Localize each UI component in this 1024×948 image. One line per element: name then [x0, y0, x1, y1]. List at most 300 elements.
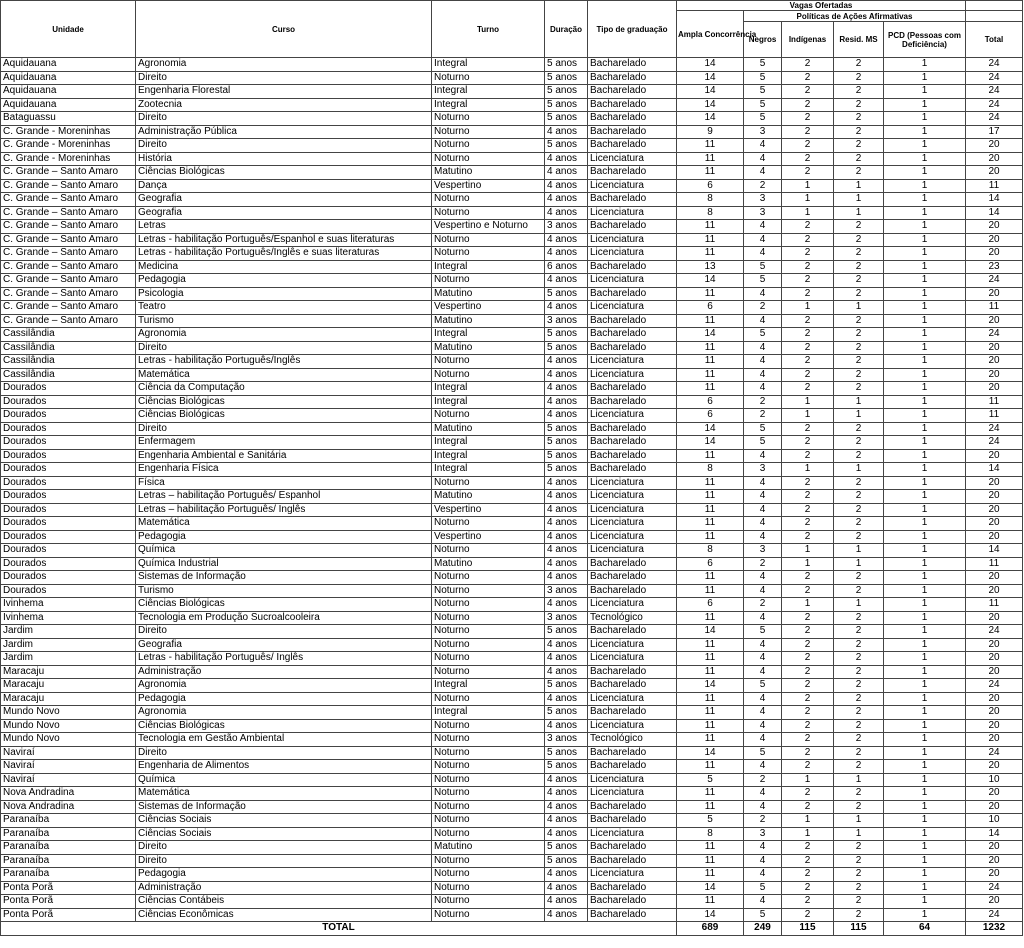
- table-row: [1, 449, 1023, 463]
- cell-total: 14: [966, 463, 1023, 477]
- cell-ampla: 8: [677, 206, 744, 220]
- cell-pcd: 1: [884, 193, 966, 207]
- cell-tipo: Bacharelado: [588, 814, 677, 828]
- cell-negros: 5: [744, 112, 782, 126]
- cell-resid-ms: 1: [834, 827, 884, 841]
- cell-indigenas: 2: [782, 422, 834, 436]
- cell-pcd: 1: [884, 638, 966, 652]
- cell-duracao: 6 anos: [545, 260, 588, 274]
- cell-resid-ms: 2: [834, 868, 884, 882]
- cell-duracao: 4 anos: [545, 665, 588, 679]
- cell-unidade: Dourados: [1, 422, 136, 436]
- cell-resid-ms: 2: [834, 233, 884, 247]
- cell-indigenas: 2: [782, 98, 834, 112]
- cell-negros: 5: [744, 71, 782, 85]
- cell-duracao: 4 anos: [545, 193, 588, 207]
- cell-turno: Integral: [432, 382, 545, 396]
- cell-pcd: 1: [884, 139, 966, 153]
- cell-duracao: 4 anos: [545, 908, 588, 922]
- cell-resid-ms: 2: [834, 908, 884, 922]
- cell-ampla: 11: [677, 611, 744, 625]
- cell-pcd: 1: [884, 692, 966, 706]
- cell-curso: Matemática: [136, 368, 432, 382]
- cell-turno: Noturno: [432, 827, 545, 841]
- cell-pcd: 1: [884, 341, 966, 355]
- cell-ampla: 14: [677, 746, 744, 760]
- cell-pcd: 1: [884, 760, 966, 774]
- cell-indigenas: 1: [782, 827, 834, 841]
- cell-total: 20: [966, 719, 1023, 733]
- cell-curso: Letras - habilitação Português/Espanhol e suas literaturas: [136, 233, 432, 247]
- cell-turno: Vespertino: [432, 503, 545, 517]
- header-tipo: Tipo de graduação: [588, 1, 677, 58]
- cell-negros: 5: [744, 328, 782, 342]
- table-row: [1, 382, 1023, 396]
- cell-turno: Noturno: [432, 193, 545, 207]
- cell-tipo: Licenciatura: [588, 827, 677, 841]
- cell-turno: Noturno: [432, 692, 545, 706]
- table-row: [1, 125, 1023, 139]
- cell-indigenas: 2: [782, 800, 834, 814]
- cell-total: 24: [966, 679, 1023, 693]
- cell-duracao: 5 anos: [545, 436, 588, 450]
- cell-indigenas: 1: [782, 598, 834, 612]
- cell-turno: Vespertino: [432, 301, 545, 315]
- cell-indigenas: 2: [782, 908, 834, 922]
- cell-indigenas: 2: [782, 260, 834, 274]
- cell-negros: 2: [744, 179, 782, 193]
- cell-negros: 4: [744, 787, 782, 801]
- cell-indigenas: 2: [782, 868, 834, 882]
- cell-resid-ms: 2: [834, 517, 884, 531]
- cell-resid-ms: 2: [834, 679, 884, 693]
- cell-indigenas: 2: [782, 490, 834, 504]
- table-row: [1, 827, 1023, 841]
- cell-curso: Administração Pública: [136, 125, 432, 139]
- cell-pcd: 1: [884, 422, 966, 436]
- cell-duracao: 4 anos: [545, 827, 588, 841]
- cell-unidade: Dourados: [1, 436, 136, 450]
- cell-tipo: Licenciatura: [588, 152, 677, 166]
- cell-duracao: 4 anos: [545, 274, 588, 288]
- cell-pcd: 1: [884, 355, 966, 369]
- cell-duracao: 4 anos: [545, 719, 588, 733]
- cell-indigenas: 2: [782, 652, 834, 666]
- cell-tipo: Bacharelado: [588, 449, 677, 463]
- table-row: [1, 179, 1023, 193]
- cell-turno: Matutino: [432, 341, 545, 355]
- cell-indigenas: 2: [782, 152, 834, 166]
- cell-negros: 4: [744, 166, 782, 180]
- cell-total: 14: [966, 193, 1023, 207]
- cell-pcd: 1: [884, 719, 966, 733]
- cell-pcd: 1: [884, 544, 966, 558]
- cell-pcd: 1: [884, 233, 966, 247]
- cell-duracao: 4 anos: [545, 773, 588, 787]
- table-body: [1, 58, 1023, 922]
- cell-indigenas: 2: [782, 247, 834, 261]
- cell-unidade: Dourados: [1, 490, 136, 504]
- cell-tipo: Licenciatura: [588, 301, 677, 315]
- cell-duracao: 4 anos: [545, 814, 588, 828]
- cell-total: 20: [966, 233, 1023, 247]
- cell-turno: Matutino: [432, 314, 545, 328]
- cell-total: 24: [966, 436, 1023, 450]
- cell-unidade: Naviraí: [1, 760, 136, 774]
- cell-tipo: Bacharelado: [588, 706, 677, 720]
- cell-curso: Direito: [136, 112, 432, 126]
- cell-negros: 4: [744, 517, 782, 531]
- cell-unidade: Ponta Porã: [1, 895, 136, 909]
- cell-ampla: 11: [677, 503, 744, 517]
- cell-curso: Turismo: [136, 314, 432, 328]
- cell-resid-ms: 2: [834, 341, 884, 355]
- table-row: [1, 152, 1023, 166]
- cell-resid-ms: 2: [834, 760, 884, 774]
- cell-resid-ms: 2: [834, 139, 884, 153]
- cell-ampla: 11: [677, 787, 744, 801]
- table-row: [1, 233, 1023, 247]
- cell-resid-ms: 2: [834, 314, 884, 328]
- cell-curso: Agronomia: [136, 679, 432, 693]
- cell-unidade: C. Grande – Santo Amaro: [1, 233, 136, 247]
- cell-tipo: Licenciatura: [588, 638, 677, 652]
- cell-negros: 4: [744, 571, 782, 585]
- cell-pcd: 1: [884, 611, 966, 625]
- cell-resid-ms: 2: [834, 706, 884, 720]
- cell-ampla: 11: [677, 341, 744, 355]
- cell-duracao: 5 anos: [545, 746, 588, 760]
- cell-pcd: 1: [884, 206, 966, 220]
- cell-turno: Noturno: [432, 571, 545, 585]
- cell-ampla: 5: [677, 814, 744, 828]
- cell-duracao: 5 anos: [545, 841, 588, 855]
- cell-curso: Letras - habilitação Português/ Inglês: [136, 652, 432, 666]
- table-row: [1, 355, 1023, 369]
- cell-total: 20: [966, 476, 1023, 490]
- cell-indigenas: 2: [782, 733, 834, 747]
- cell-resid-ms: 2: [834, 436, 884, 450]
- cell-pcd: 1: [884, 868, 966, 882]
- cell-ampla: 11: [677, 652, 744, 666]
- cell-indigenas: 2: [782, 125, 834, 139]
- table-row: [1, 544, 1023, 558]
- table-row: [1, 112, 1023, 126]
- cell-resid-ms: 1: [834, 598, 884, 612]
- cell-pcd: 1: [884, 220, 966, 234]
- cell-pcd: 1: [884, 382, 966, 396]
- cell-duracao: 4 anos: [545, 301, 588, 315]
- cell-ampla: 6: [677, 598, 744, 612]
- cell-curso: Engenharia Florestal: [136, 85, 432, 99]
- cell-tipo: Tecnológico: [588, 611, 677, 625]
- header-politicas: Políticas de Ações Afirmativas: [744, 11, 966, 22]
- cell-curso: Química: [136, 544, 432, 558]
- cell-indigenas: 2: [782, 584, 834, 598]
- cell-curso: Psicologia: [136, 287, 432, 301]
- cell-indigenas: 2: [782, 71, 834, 85]
- cell-curso: Direito: [136, 841, 432, 855]
- header-unidade: Unidade: [1, 1, 136, 58]
- cell-unidade: Jardim: [1, 625, 136, 639]
- cell-indigenas: 2: [782, 625, 834, 639]
- cell-turno: Noturno: [432, 355, 545, 369]
- header-blank-2: [966, 11, 1023, 22]
- cell-turno: Noturno: [432, 800, 545, 814]
- cell-negros: 4: [744, 490, 782, 504]
- table-row: [1, 85, 1023, 99]
- cell-total: 11: [966, 557, 1023, 571]
- total-negros: 249: [744, 922, 782, 936]
- cell-unidade: Dourados: [1, 395, 136, 409]
- cell-negros: 4: [744, 341, 782, 355]
- cell-total: 20: [966, 287, 1023, 301]
- cell-indigenas: 2: [782, 314, 834, 328]
- table-row: [1, 368, 1023, 382]
- cell-unidade: C. Grande – Santo Amaro: [1, 260, 136, 274]
- cell-pcd: 1: [884, 328, 966, 342]
- cell-resid-ms: 2: [834, 800, 884, 814]
- cell-negros: 4: [744, 692, 782, 706]
- cell-negros: 4: [744, 530, 782, 544]
- cell-turno: Noturno: [432, 544, 545, 558]
- cell-indigenas: 2: [782, 503, 834, 517]
- header-indigenas: Indígenas: [782, 22, 834, 58]
- cell-duracao: 5 anos: [545, 341, 588, 355]
- cell-total: 20: [966, 841, 1023, 855]
- cell-ampla: 11: [677, 166, 744, 180]
- cell-indigenas: 1: [782, 409, 834, 423]
- cell-negros: 2: [744, 598, 782, 612]
- cell-indigenas: 1: [782, 544, 834, 558]
- cell-tipo: Bacharelado: [588, 800, 677, 814]
- cell-turno: Vespertino: [432, 179, 545, 193]
- cell-negros: 4: [744, 449, 782, 463]
- cell-pcd: 1: [884, 854, 966, 868]
- cell-turno: Noturno: [432, 854, 545, 868]
- cell-curso: Direito: [136, 139, 432, 153]
- cell-duracao: 4 anos: [545, 382, 588, 396]
- cell-pcd: 1: [884, 260, 966, 274]
- cell-turno: Integral: [432, 98, 545, 112]
- cell-unidade: Dourados: [1, 382, 136, 396]
- cell-pcd: 1: [884, 476, 966, 490]
- cell-duracao: 3 anos: [545, 584, 588, 598]
- cell-indigenas: 1: [782, 206, 834, 220]
- cell-resid-ms: 2: [834, 85, 884, 99]
- table-row: [1, 193, 1023, 207]
- cell-tipo: Licenciatura: [588, 787, 677, 801]
- cell-total: 20: [966, 800, 1023, 814]
- cell-tipo: Licenciatura: [588, 409, 677, 423]
- table-row: [1, 733, 1023, 747]
- cell-unidade: Maracaju: [1, 679, 136, 693]
- cell-tipo: Licenciatura: [588, 719, 677, 733]
- table-row: [1, 787, 1023, 801]
- table-row: [1, 58, 1023, 72]
- table-row: [1, 71, 1023, 85]
- cell-negros: 3: [744, 206, 782, 220]
- cell-unidade: Mundo Novo: [1, 719, 136, 733]
- cell-resid-ms: 2: [834, 476, 884, 490]
- table-row: [1, 854, 1023, 868]
- cell-negros: 5: [744, 746, 782, 760]
- cell-negros: 3: [744, 544, 782, 558]
- cell-resid-ms: 2: [834, 490, 884, 504]
- cell-curso: Química Industrial: [136, 557, 432, 571]
- table-row: [1, 301, 1023, 315]
- cell-tipo: Bacharelado: [588, 287, 677, 301]
- cell-indigenas: 1: [782, 193, 834, 207]
- cell-tipo: Bacharelado: [588, 557, 677, 571]
- cell-curso: Administração: [136, 881, 432, 895]
- cell-total: 20: [966, 895, 1023, 909]
- cell-total: 20: [966, 868, 1023, 882]
- cell-indigenas: 2: [782, 436, 834, 450]
- cell-duracao: 4 anos: [545, 395, 588, 409]
- table-row: [1, 139, 1023, 153]
- cell-ampla: 5: [677, 773, 744, 787]
- cell-ampla: 11: [677, 584, 744, 598]
- cell-indigenas: 2: [782, 449, 834, 463]
- cell-total: 14: [966, 827, 1023, 841]
- cell-total: 20: [966, 854, 1023, 868]
- cell-duracao: 4 anos: [545, 544, 588, 558]
- cell-pcd: 1: [884, 584, 966, 598]
- cell-ampla: 11: [677, 476, 744, 490]
- cell-ampla: 11: [677, 733, 744, 747]
- cell-total: 20: [966, 611, 1023, 625]
- cell-total: 14: [966, 206, 1023, 220]
- cell-turno: Noturno: [432, 368, 545, 382]
- table-row: [1, 895, 1023, 909]
- cell-unidade: Cassilândia: [1, 368, 136, 382]
- cell-tipo: Licenciatura: [588, 773, 677, 787]
- cell-negros: 2: [744, 814, 782, 828]
- cell-duracao: 4 anos: [545, 490, 588, 504]
- table-row: [1, 908, 1023, 922]
- cell-duracao: 4 anos: [545, 557, 588, 571]
- cell-turno: Noturno: [432, 746, 545, 760]
- cell-total: 24: [966, 71, 1023, 85]
- cell-curso: Matemática: [136, 787, 432, 801]
- cell-turno: Matutino: [432, 166, 545, 180]
- cell-curso: Ciências Biológicas: [136, 395, 432, 409]
- cell-unidade: Dourados: [1, 463, 136, 477]
- cell-negros: 3: [744, 125, 782, 139]
- cell-ampla: 14: [677, 58, 744, 72]
- cell-duracao: 5 anos: [545, 85, 588, 99]
- cell-total: 24: [966, 881, 1023, 895]
- cell-negros: 4: [744, 665, 782, 679]
- cell-negros: 5: [744, 908, 782, 922]
- cell-ampla: 11: [677, 382, 744, 396]
- cell-ampla: 11: [677, 719, 744, 733]
- table-row: [1, 463, 1023, 477]
- cell-indigenas: 2: [782, 530, 834, 544]
- cell-duracao: 3 anos: [545, 611, 588, 625]
- table-row: [1, 868, 1023, 882]
- cell-tipo: Tecnológico: [588, 733, 677, 747]
- cell-pcd: 1: [884, 166, 966, 180]
- cell-pcd: 1: [884, 881, 966, 895]
- cell-total: 20: [966, 449, 1023, 463]
- cell-total: 20: [966, 760, 1023, 774]
- cell-curso: Ciências Biológicas: [136, 409, 432, 423]
- cell-indigenas: 2: [782, 476, 834, 490]
- cell-curso: Ciências Biológicas: [136, 598, 432, 612]
- cell-pcd: 1: [884, 652, 966, 666]
- cell-turno: Matutino: [432, 557, 545, 571]
- cell-pcd: 1: [884, 827, 966, 841]
- cell-resid-ms: 1: [834, 206, 884, 220]
- cell-ampla: 14: [677, 274, 744, 288]
- cell-tipo: Bacharelado: [588, 760, 677, 774]
- cell-negros: 5: [744, 274, 782, 288]
- cell-unidade: Dourados: [1, 517, 136, 531]
- cell-total: 20: [966, 787, 1023, 801]
- cell-unidade: Dourados: [1, 557, 136, 571]
- cell-total: 20: [966, 652, 1023, 666]
- cell-resid-ms: 2: [834, 449, 884, 463]
- cell-tipo: Bacharelado: [588, 881, 677, 895]
- cell-resid-ms: 2: [834, 98, 884, 112]
- cell-tipo: Bacharelado: [588, 71, 677, 85]
- cell-ampla: 14: [677, 908, 744, 922]
- cell-unidade: Naviraí: [1, 773, 136, 787]
- cell-indigenas: 2: [782, 355, 834, 369]
- cell-curso: Turismo: [136, 584, 432, 598]
- cell-unidade: C. Grande – Santo Amaro: [1, 247, 136, 261]
- table-row: [1, 247, 1023, 261]
- cell-ampla: 6: [677, 409, 744, 423]
- cell-duracao: 4 anos: [545, 652, 588, 666]
- cell-ampla: 11: [677, 895, 744, 909]
- cell-unidade: Paranaíba: [1, 827, 136, 841]
- cell-duracao: 5 anos: [545, 760, 588, 774]
- cell-duracao: 4 anos: [545, 409, 588, 423]
- cell-tipo: Bacharelado: [588, 260, 677, 274]
- cell-curso: Direito: [136, 746, 432, 760]
- cell-curso: Matemática: [136, 517, 432, 531]
- cell-duracao: 4 anos: [545, 638, 588, 652]
- cell-duracao: 5 anos: [545, 449, 588, 463]
- cell-tipo: Bacharelado: [588, 395, 677, 409]
- cell-indigenas: 2: [782, 233, 834, 247]
- cell-unidade: Cassilândia: [1, 341, 136, 355]
- cell-curso: Zootecnia: [136, 98, 432, 112]
- cell-indigenas: 2: [782, 881, 834, 895]
- cell-unidade: C. Grande – Santo Amaro: [1, 193, 136, 207]
- cell-total: 24: [966, 58, 1023, 72]
- cell-resid-ms: 2: [834, 166, 884, 180]
- cell-curso: Tecnologia em Gestão Ambiental: [136, 733, 432, 747]
- cell-indigenas: 2: [782, 341, 834, 355]
- cell-resid-ms: 1: [834, 409, 884, 423]
- cell-tipo: Bacharelado: [588, 112, 677, 126]
- cell-duracao: 5 anos: [545, 139, 588, 153]
- cell-total: 20: [966, 166, 1023, 180]
- cell-resid-ms: 2: [834, 841, 884, 855]
- cell-duracao: 5 anos: [545, 328, 588, 342]
- cell-curso: Geografia: [136, 638, 432, 652]
- cell-resid-ms: 2: [834, 733, 884, 747]
- cell-indigenas: 2: [782, 220, 834, 234]
- cell-indigenas: 2: [782, 706, 834, 720]
- cell-resid-ms: 1: [834, 773, 884, 787]
- cell-resid-ms: 2: [834, 625, 884, 639]
- cell-ampla: 14: [677, 422, 744, 436]
